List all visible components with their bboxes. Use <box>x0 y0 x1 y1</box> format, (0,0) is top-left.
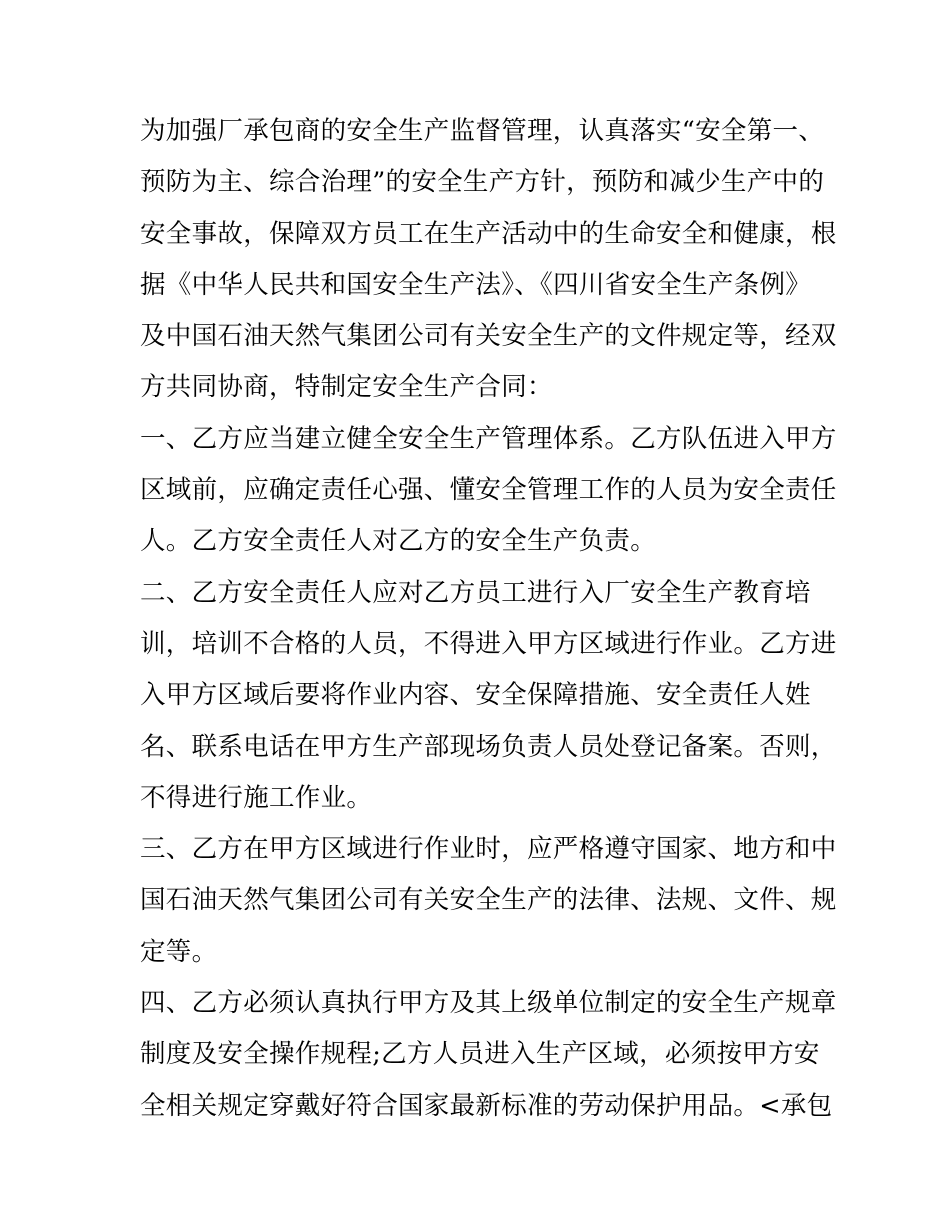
text-line: 不得进行施工作业。 <box>140 782 373 813</box>
text-line: 四、乙方必须认真执行甲方及其上级单位制定的安全生产规章 <box>140 988 837 1019</box>
text-line: 制度及安全操作规程;乙方人员进入生产区域，必须按甲方安 <box>140 1039 820 1070</box>
document-body <box>140 106 837 1132</box>
text-line: 为加强厂承包商的安全生产监督管理，认真落实“安全第一、 <box>140 116 825 146</box>
text-line: 据《中华人民共和国安全生产法》、《四川省安全生产条例》 <box>140 269 812 300</box>
text-line: 方共同协商，特制定安全生产合同： <box>140 372 553 403</box>
text-line: 一、乙方应当建立健全安全生产管理体系。乙方队伍进入甲方 <box>140 423 837 454</box>
text-line: 训，培训不合格的人员，不得进入甲方区域进行作业。乙方进 <box>140 628 837 659</box>
text-line: 区域前，应确定责任心强、懂安全管理工作的人员为安全责任 <box>140 475 837 506</box>
text-line: 人。乙方安全责任人对乙方的安全生产负责。 <box>140 526 657 557</box>
text-line: 预防为主、综合治理”的安全生产方针，预防和减少生产中的 <box>140 167 825 198</box>
text-line: 全相关规定穿戴好符合国家最新标准的劳动保护用品。<承包 <box>140 1090 833 1121</box>
text-line: 二、乙方安全责任人应对乙方员工进行入厂安全生产教育培 <box>140 577 811 608</box>
text-line: 名、联系电话在甲方生产部现场负责人员处登记备案。否则， <box>140 731 837 762</box>
text-line: 及中国石油天然气集团公司有关安全生产的文件规定等，经双 <box>140 321 837 352</box>
text-line: 三、乙方在甲方区域进行作业时，应严格遵守国家、地方和中 <box>140 834 837 865</box>
text-line: 定等。 <box>140 936 218 967</box>
text-line: 国石油天然气集团公司有关安全生产的法律、法规、文件、规 <box>140 885 837 916</box>
text-line: 安全事故，保障双方员工在生产活动中的生命安全和健康，根 <box>140 218 837 249</box>
text-line: 入甲方区域后要将作业内容、安全保障措施、安全责任人姓 <box>140 680 811 711</box>
